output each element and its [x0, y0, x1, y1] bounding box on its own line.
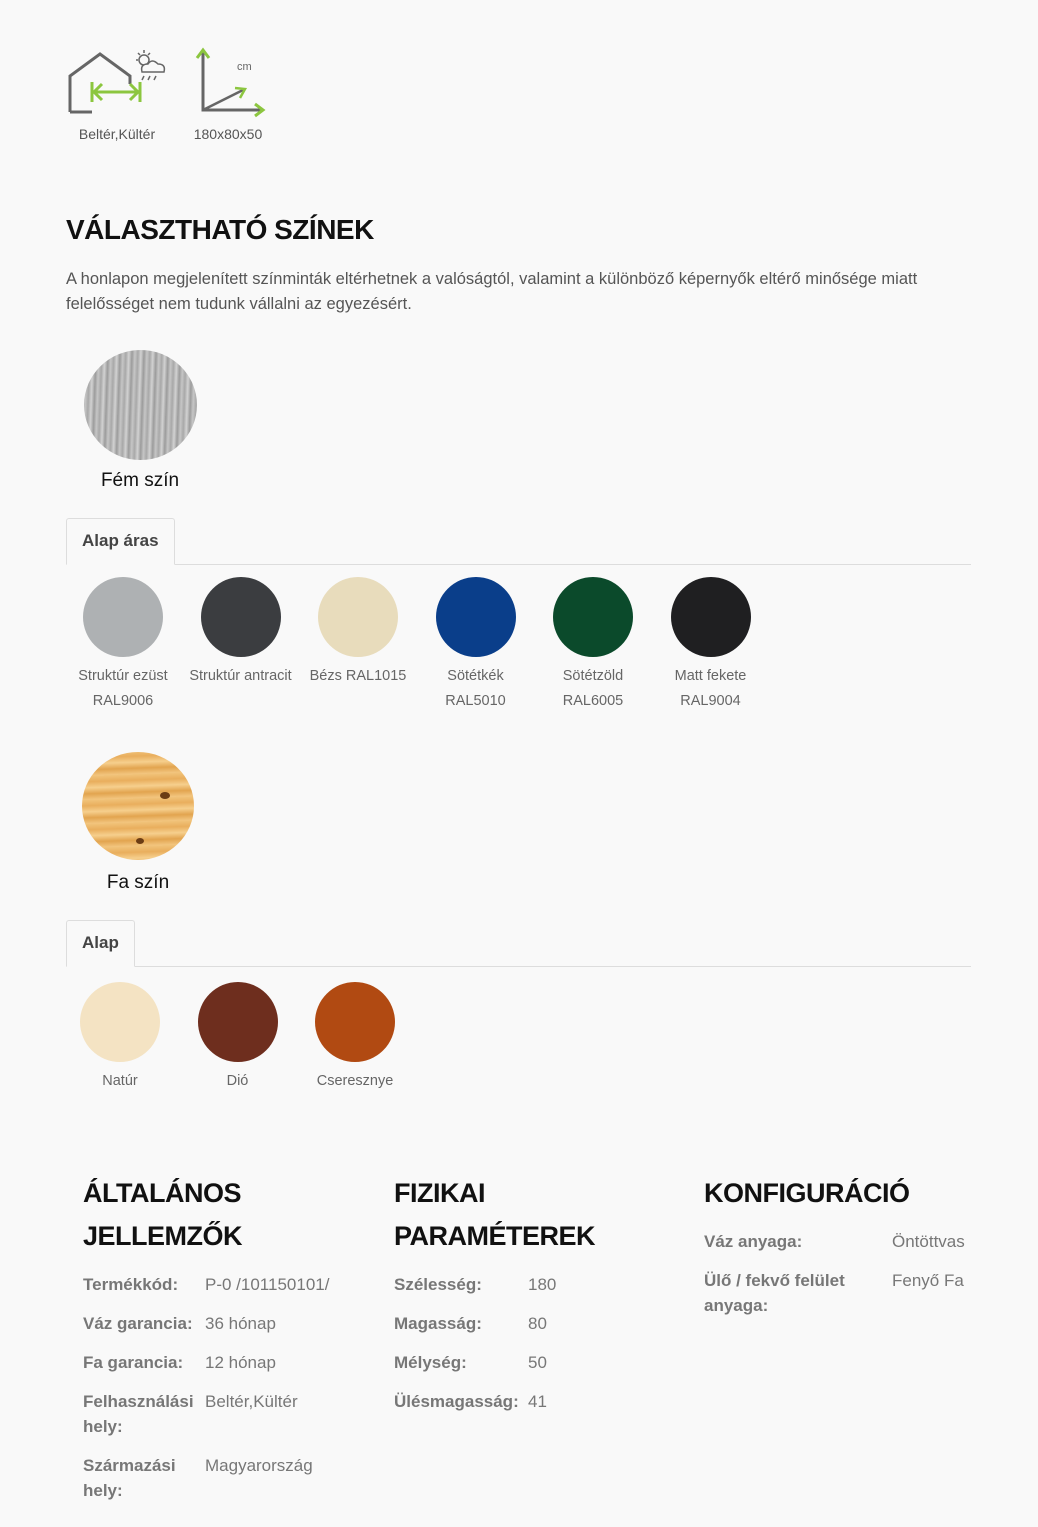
- spec-value: Beltér,Kültér: [205, 1392, 298, 1411]
- spec-key: Váz anyaga:: [704, 1232, 803, 1251]
- spec-key: Ülésmagasság:: [394, 1392, 519, 1411]
- spec-row: [704, 1229, 994, 1254]
- wood-color-label: Fa szín: [106, 872, 170, 893]
- spec-value: P-0 /101150101/: [205, 1275, 330, 1294]
- spec-value: Magyarország: [205, 1456, 313, 1475]
- wood-knot-icon: [160, 792, 170, 799]
- spec-value: 12 hónap: [205, 1353, 276, 1372]
- color-swatch-label: Sötétzöld RAL6005: [562, 668, 624, 709]
- color-swatch-dot: [315, 982, 395, 1062]
- feature-usage-label: Beltér,Kültér: [78, 126, 156, 142]
- color-swatch[interactable]: [179, 982, 297, 1094]
- spec-key: Mélység:: [394, 1353, 467, 1372]
- color-swatch-dot: [553, 577, 633, 657]
- spec-value: 41: [528, 1392, 547, 1411]
- color-swatch-dot: [83, 577, 163, 657]
- metal-color-label: Fém szín: [100, 470, 180, 491]
- color-swatch[interactable]: [296, 982, 414, 1094]
- config-specs-title: KONFIGURÁCIÓ: [704, 1178, 910, 1208]
- spec-value: 50: [528, 1353, 547, 1372]
- spec-row: [394, 1272, 684, 1297]
- metal-color-swatch: [84, 350, 197, 460]
- wood-tabbar: [66, 920, 971, 967]
- spec-key: Szélesség:: [394, 1275, 482, 1294]
- color-swatch-dot: [671, 577, 751, 657]
- color-swatch-dot: [318, 577, 398, 657]
- colors-section-title: VÁLASZTHATÓ SZÍNEK: [66, 214, 374, 245]
- spec-key: Termékkód:: [83, 1275, 179, 1294]
- color-swatch[interactable]: [534, 577, 652, 714]
- spec-row: [83, 1350, 373, 1375]
- tab-alap[interactable]: Alap: [66, 920, 135, 967]
- spec-row: [83, 1389, 373, 1439]
- spec-row: [83, 1453, 373, 1503]
- feature-usage: [62, 44, 172, 142]
- unit-label: cm: [237, 61, 252, 73]
- spec-key: Váz garancia:: [83, 1314, 193, 1333]
- spec-key: Fa garancia:: [83, 1353, 184, 1372]
- spec-key: Származási hely:: [83, 1456, 176, 1500]
- color-swatch-label: Cseresznye: [316, 1073, 394, 1089]
- wood-color-swatch: [82, 752, 194, 860]
- spec-key: Ülő / fekvő felület anyaga:: [704, 1271, 845, 1315]
- color-swatch-label: Struktúr antracit: [189, 668, 292, 684]
- spec-row: [704, 1268, 994, 1318]
- color-swatch-dot: [436, 577, 516, 657]
- spec-row: [394, 1389, 684, 1414]
- spec-row: [394, 1311, 684, 1336]
- config-specs: [704, 1172, 994, 1318]
- dimensions-icon: [173, 44, 283, 118]
- spec-key: Felhasználási hely:: [83, 1392, 194, 1436]
- color-swatch-dot: [201, 577, 281, 657]
- color-swatch[interactable]: [61, 982, 179, 1094]
- color-swatch-label: Sötétkék RAL5010: [445, 668, 506, 709]
- physical-specs-title: FIZIKAI PARAMÉTEREK: [394, 1178, 596, 1251]
- spec-value: Fenyő Fa: [892, 1271, 964, 1290]
- color-swatch[interactable]: [652, 577, 770, 714]
- color-swatch-label: Struktúr ezüst RAL9006: [78, 668, 168, 709]
- color-swatch-dot: [198, 982, 278, 1062]
- general-specs: [83, 1172, 373, 1503]
- spec-key: Magasság:: [394, 1314, 482, 1333]
- tab-alap-aras[interactable]: Alap áras: [66, 518, 175, 565]
- color-swatch[interactable]: [64, 577, 182, 714]
- color-swatch-label: Natúr: [102, 1073, 138, 1089]
- colors-disclaimer: A honlapon megjelenített színminták eltérhetnek a valóságtól, valamint a különböző képernyők eltérő minősége miatt felelősséget nem tudunk vállalni az egyezésért.: [66, 270, 918, 313]
- color-swatch[interactable]: [299, 577, 417, 689]
- spec-value: Öntöttvas: [892, 1232, 965, 1251]
- general-specs-title: ÁLTALÁNOS JELLEMZŐK: [83, 1178, 243, 1251]
- color-swatch[interactable]: [417, 577, 535, 714]
- color-swatch[interactable]: [182, 577, 300, 689]
- spec-row: [83, 1272, 373, 1297]
- spec-row: [83, 1311, 373, 1336]
- color-swatch-label: Matt fekete RAL9004: [674, 668, 747, 709]
- spec-value: 80: [528, 1314, 547, 1333]
- spec-value: 36 hónap: [205, 1314, 276, 1333]
- physical-specs: [394, 1172, 684, 1414]
- spec-value: 180: [528, 1275, 557, 1294]
- color-swatch-label: Bézs RAL1015: [309, 668, 407, 684]
- feature-dimensions: [173, 44, 283, 142]
- feature-dimensions-label: 180x80x50: [193, 126, 263, 142]
- color-swatch-label: Dió: [226, 1073, 249, 1089]
- wood-knot-icon: [136, 838, 144, 844]
- metal-tabbar: [66, 518, 971, 565]
- indoor-outdoor-icon: [62, 44, 172, 118]
- spec-row: [394, 1350, 684, 1375]
- color-swatch-dot: [80, 982, 160, 1062]
